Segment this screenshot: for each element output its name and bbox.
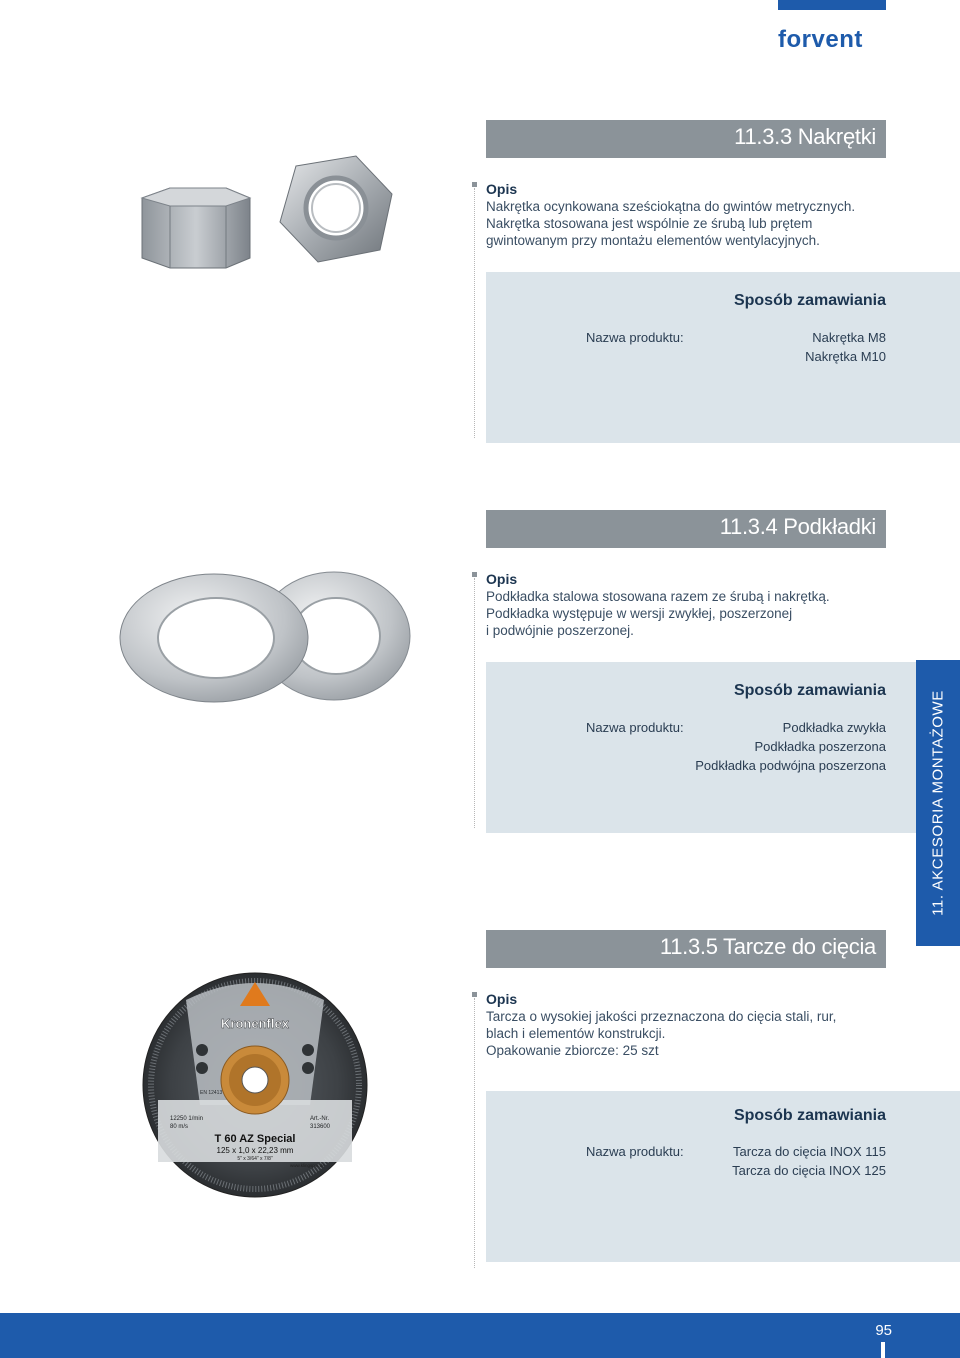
footer-band [0,1313,960,1358]
svg-text:www.klingspor.de: www.klingspor.de [290,1163,325,1168]
svg-text:T 60 AZ Special: T 60 AZ Special [214,1133,296,1145]
section-header-nuts [486,120,886,158]
nuts-image [130,150,410,280]
product-list [695,718,886,775]
ordering-title: Sposób zamawiania [733,682,886,699]
section-header-washers [486,510,886,548]
svg-text:313600: 313600 [310,1124,331,1130]
forvent-logo [778,26,890,52]
ordering-title: Sposób zamawiania [733,1107,886,1124]
cutting-disc-image [140,970,370,1200]
product-item: Tarcza do cięcia INOX 125 [732,1163,886,1178]
description-label: Opis [486,991,518,1007]
description-line: i podwójnie poszerzonej. [486,623,634,638]
product-list [805,328,886,366]
description-line: Opakowanie zbiorcze: 25 szt [486,1043,659,1058]
description-line: Nakrętka stosowana jest wspólnie ze śrubą lub prętem [486,216,813,231]
washers-image [112,568,412,716]
page-number: 95 [875,1322,892,1339]
product-item: Podkładka zwykła [782,720,886,735]
svg-text:5" x 3/64" x 7/8": 5" x 3/64" x 7/8" [237,1156,273,1162]
description-label: Opis [486,571,518,587]
page-marker [881,1342,885,1358]
description-line: Tarcza o wysokiej jakości przeznaczona do cięcia stali, rur, [486,1009,837,1024]
product-name-label: Nazwa produktu: [586,330,684,345]
chapter-side-tab [916,660,960,946]
section-divider-line [474,188,475,438]
svg-text:forvent: forvent [778,26,863,52]
product-list [732,1142,886,1180]
svg-text:125 x 1,0 x 22,23 mm: 125 x 1,0 x 22,23 mm [216,1146,294,1155]
description-line: gwintowanym przy montażu elementów wentylacyjnych. [486,233,820,248]
ordering-box-discs [486,1091,960,1262]
product-name-label: Nazwa produktu: [586,1144,684,1159]
section-marker [472,182,477,187]
description-line: Nakrętka ocynkowana sześciokątna do gwintów metrycznych. [486,199,856,214]
section-divider-line [474,578,475,828]
section-title: 11.3.3 Nakrętki [734,124,876,149]
discs-description [486,991,886,1059]
section-marker [472,572,477,577]
product-item: Podkładka poszerzona [754,739,886,754]
svg-text:EN 12413: EN 12413 [200,1090,223,1096]
product-item: Nakrętka M10 [805,349,886,364]
svg-text:12250 1/min: 12250 1/min [170,1116,204,1122]
ordering-title: Sposób zamawiania [733,292,886,309]
section-title: 11.3.4 Podkładki [719,514,876,539]
chapter-label: 11. AKCESORIA MONTAŻOWE [929,690,947,916]
section-divider-line [474,998,475,1268]
nuts-description [486,181,886,249]
svg-text:Kronenflex: Kronenflex [221,1016,289,1031]
description-line: Podkładka występuje w wersji zwykłej, poszerzonej [486,606,793,621]
top-accent-bar [778,0,886,10]
description-label: Opis [486,181,518,197]
section-marker [472,992,477,997]
svg-text:80 m/s: 80 m/s [170,1124,189,1130]
product-item: Nakrętka M8 [812,330,886,345]
description-line: Podkładka stalowa stosowana razem ze śrubą i nakrętką. [486,589,830,604]
product-item: Podkładka podwójna poszerzona [695,758,886,773]
section-title: 11.3.5 Tarcze do cięcia [659,934,876,959]
product-name-label: Nazwa produktu: [586,720,684,735]
product-item: Tarcza do cięcia INOX 115 [733,1144,886,1159]
svg-text:Art.-Nr.: Art.-Nr. [310,1116,329,1122]
ordering-box-nuts [486,272,960,443]
washers-description [486,571,886,639]
section-header-discs [486,930,886,968]
ordering-box-washers [486,662,960,833]
description-line: blach i elementów konstrukcji. [486,1026,666,1041]
